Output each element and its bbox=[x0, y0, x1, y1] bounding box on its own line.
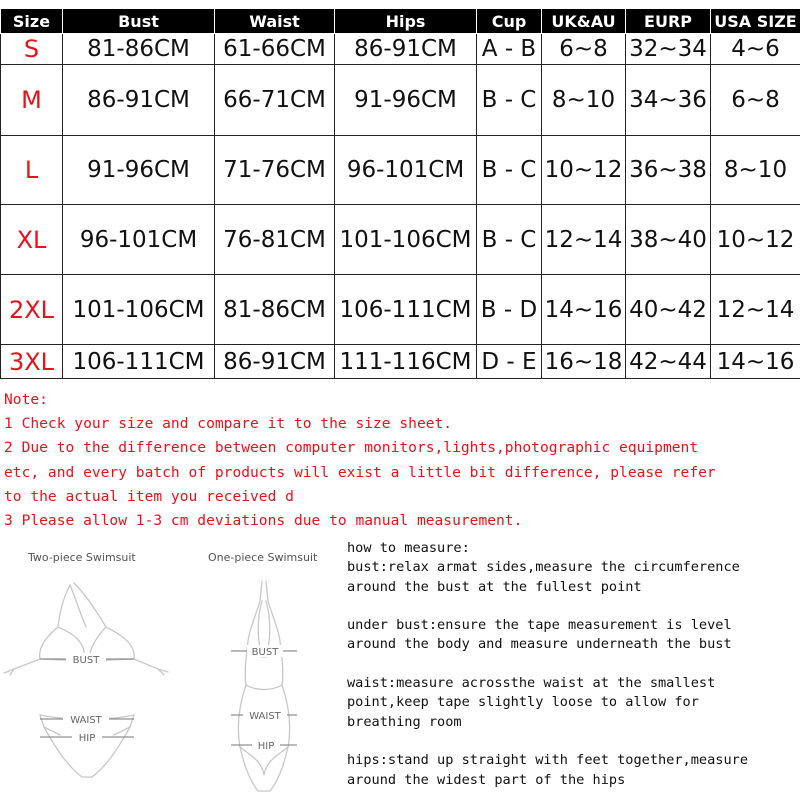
waist-cell: 76-81CM bbox=[215, 205, 335, 275]
one-piece-illustration bbox=[238, 581, 289, 791]
hips-cell: 106-111CM bbox=[335, 275, 477, 345]
size-cell: 3XL bbox=[1, 345, 63, 379]
two-piece-waist-label: WAIST bbox=[70, 715, 102, 726]
measure-spacer bbox=[347, 597, 797, 616]
size-cell: 2XL bbox=[1, 275, 63, 345]
usa-size-cell: 8~10 bbox=[711, 136, 800, 205]
measure-line: hips:stand up straight with feet together,measure bbox=[347, 752, 749, 769]
note-line: etc, and every batch of products will exist a little bit difference, please refer bbox=[4, 463, 716, 481]
size-note bbox=[4, 388, 796, 533]
eurp-cell: 40~42 bbox=[626, 275, 711, 345]
table-row bbox=[1, 205, 800, 275]
bust-cell: 91-96CM bbox=[63, 136, 215, 205]
measure-line: around the body and measure underneath the bust bbox=[347, 636, 732, 653]
note-line: 1 Check your size and compare it to the size sheet. bbox=[4, 415, 453, 433]
eurp-cell: 42~44 bbox=[626, 345, 711, 379]
cup-cell: B - C bbox=[477, 65, 542, 136]
header-cup: Cup bbox=[477, 9, 542, 34]
one-piece-swimsuit-title: One-piece Swimsuit bbox=[208, 551, 318, 564]
one-piece-bust-label: BUST bbox=[251, 647, 279, 658]
table-header-row bbox=[1, 9, 800, 34]
cup-cell: B - D bbox=[477, 275, 542, 345]
header-uk-au: UK&AU bbox=[542, 9, 626, 34]
two-piece-bust-label: BUST bbox=[72, 655, 100, 666]
table-row bbox=[1, 65, 800, 136]
measure-line: waist:measure acrossthe waist at the smallest bbox=[347, 675, 716, 692]
uk-au-cell: 14~16 bbox=[542, 275, 626, 345]
size-chart-table bbox=[0, 8, 800, 379]
table-row bbox=[1, 275, 800, 345]
table-row bbox=[1, 136, 800, 205]
measure-spacer bbox=[347, 655, 797, 674]
bust-cell: 81-86CM bbox=[63, 34, 215, 65]
usa-size-cell: 14~16 bbox=[711, 345, 800, 379]
bust-cell: 86-91CM bbox=[63, 65, 215, 136]
uk-au-cell: 12~14 bbox=[542, 205, 626, 275]
header-waist: Waist bbox=[215, 9, 335, 34]
note-line: to the actual item you received d bbox=[4, 487, 294, 505]
size-cell: M bbox=[1, 65, 63, 136]
waist-cell: 86-91CM bbox=[215, 345, 335, 379]
eurp-cell: 34~36 bbox=[626, 65, 711, 136]
eurp-cell: 38~40 bbox=[626, 205, 711, 275]
cup-cell: B - C bbox=[477, 205, 542, 275]
hips-cell: 111-116CM bbox=[335, 345, 477, 379]
uk-au-cell: 8~10 bbox=[542, 65, 626, 136]
measure-line: under bust:ensure the tape measurement is level bbox=[347, 617, 732, 634]
bust-cell: 106-111CM bbox=[63, 345, 215, 379]
uk-au-cell: 10~12 bbox=[542, 136, 626, 205]
uk-au-cell: 6~8 bbox=[542, 34, 626, 65]
waist-cell: 66-71CM bbox=[215, 65, 335, 136]
usa-size-cell: 12~14 bbox=[711, 275, 800, 345]
usa-size-cell: 6~8 bbox=[711, 65, 800, 136]
swimsuit-measurement-illustration bbox=[0, 575, 340, 800]
measure-line: around the widest part of the hips bbox=[347, 771, 626, 788]
hips-cell: 91-96CM bbox=[335, 65, 477, 136]
note-line: 3 Please allow 1-3 cm deviations due to manual measurement. bbox=[4, 512, 523, 530]
hips-cell: 96-101CM bbox=[335, 136, 477, 205]
header-size: Size bbox=[1, 9, 63, 34]
cup-cell: D - E bbox=[477, 345, 542, 379]
size-cell: S bbox=[1, 34, 63, 65]
note-heading: Note: bbox=[4, 391, 48, 408]
one-piece-hip-label: HIP bbox=[257, 741, 275, 752]
cup-cell: B - C bbox=[477, 136, 542, 205]
usa-size-cell: 4~6 bbox=[711, 34, 800, 65]
two-piece-hip-label: HIP bbox=[78, 733, 96, 744]
waist-cell: 61-66CM bbox=[215, 34, 335, 65]
measure-line: point,keep tape slightly loose to allow for bbox=[347, 694, 699, 711]
how-to-measure-text bbox=[347, 539, 797, 790]
measure-line: bust:relax armat sides,measure the circumference bbox=[347, 559, 740, 576]
header-usa-size: USA SIZE bbox=[711, 9, 800, 34]
measure-heading: how to measure: bbox=[347, 540, 470, 556]
bust-cell: 96-101CM bbox=[63, 205, 215, 275]
waist-cell: 71-76CM bbox=[215, 136, 335, 205]
two-piece-swimsuit-title: Two-piece Swimsuit bbox=[28, 551, 136, 564]
measure-line: breathing room bbox=[347, 713, 462, 730]
header-hips: Hips bbox=[335, 9, 477, 34]
measure-line: around the bust at the fullest point bbox=[347, 578, 642, 595]
eurp-cell: 36~38 bbox=[626, 136, 711, 205]
hips-cell: 86-91CM bbox=[335, 34, 477, 65]
size-cell: XL bbox=[1, 205, 63, 275]
cup-cell: A - B bbox=[477, 34, 542, 65]
table-row bbox=[1, 345, 800, 379]
measure-spacer bbox=[347, 732, 797, 751]
waist-cell: 81-86CM bbox=[215, 275, 335, 345]
hips-cell: 101-106CM bbox=[335, 205, 477, 275]
uk-au-cell: 16~18 bbox=[542, 345, 626, 379]
note-line: 2 Due to the difference between computer monitors,lights,photographic equipment bbox=[4, 439, 699, 457]
bust-cell: 101-106CM bbox=[63, 275, 215, 345]
one-piece-waist-label: WAIST bbox=[249, 711, 281, 722]
header-eurp: EURP bbox=[626, 9, 711, 34]
header-bust: Bust bbox=[63, 9, 215, 34]
size-cell: L bbox=[1, 136, 63, 205]
table-row bbox=[1, 34, 800, 65]
eurp-cell: 32~34 bbox=[626, 34, 711, 65]
usa-size-cell: 10~12 bbox=[711, 205, 800, 275]
